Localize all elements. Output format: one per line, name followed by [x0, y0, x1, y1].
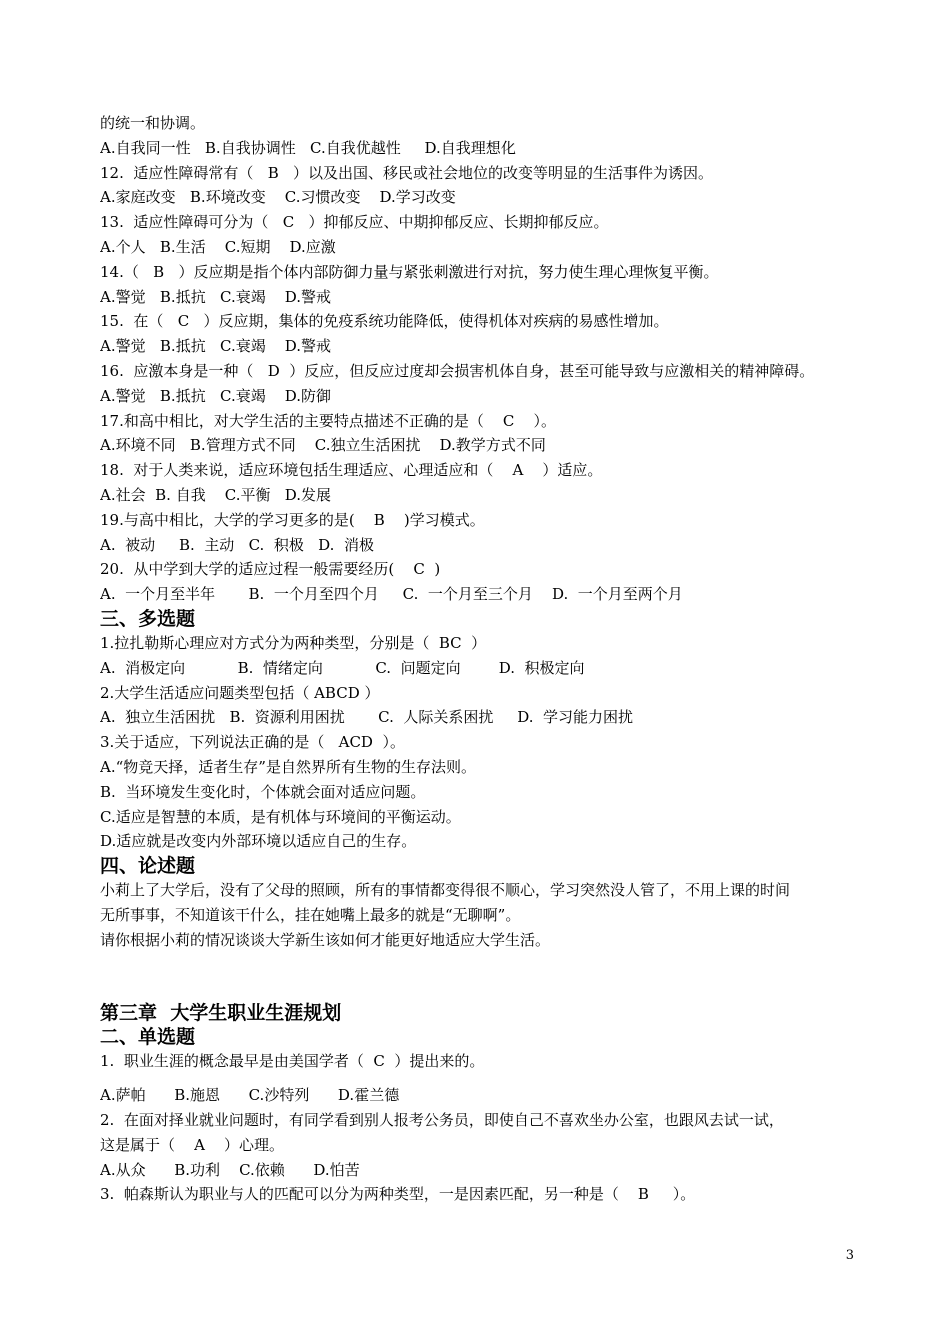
text-line: A.警觉 B.抵抗 C.衰竭 D.警戒 [100, 287, 332, 306]
text-line: B. 当环境发生变化时，个体就会面对适应问题。 [100, 782, 426, 801]
text-line: A.家庭改变 B.环境改变 C.习惯改变 D.学习改变 [100, 188, 456, 207]
text-line: 无所事事，不知道该干什么，挂在她嘴上最多的就是“无聊啊”。 [100, 905, 521, 924]
text-line: 这是属于（ A ）心理。 [100, 1135, 284, 1154]
text-line: 3. 帕森斯认为职业与人的匹配可以分为两种类型，一是因素匹配，另一种是（ B ）。 [100, 1185, 696, 1204]
blank-gap [100, 1073, 880, 1083]
document-page [100, 111, 880, 1207]
text-line: A.自我同一性 B.自我协调性 C.自我优越性 D.自我理想化 [100, 138, 516, 157]
text-line: A.环境不同 B.管理方式不同 C.独立生活困扰 D.教学方式不同 [100, 436, 546, 455]
section-heading: 二、单选题 [100, 1025, 196, 1048]
page-number: 3 [845, 1248, 854, 1263]
text-line: 14.（ B ）反应期是指个体内部防御力量与紧张刺激进行对抗，努力使生理心理恢复平衡。 [100, 262, 719, 281]
text-line: A. 独立生活困扰 B. 资源利用困扰 C. 人际关系困扰 D. 学习能力困扰 [100, 708, 634, 727]
text-line: 16. 应激本身是一种（ D ）反应，但反应过度却会损害机体自身，甚至可能导致与应激相关的精神障碍。 [100, 361, 815, 380]
text-line: A.警觉 B.抵抗 C.衰竭 D.警戒 [100, 337, 332, 356]
text-line: 15. 在（ C ）反应期，集体的免疫系统功能降低，使得机体对疾病的易感性增加。 [100, 312, 669, 331]
blank-line [100, 953, 880, 977]
text-line: 1. 职业生涯的概念最早是由美国学者（ C ）提出来的。 [100, 1051, 485, 1070]
text-line: A.警觉 B.抵抗 C.衰竭 D.防御 [100, 386, 332, 405]
text-line: 小莉上了大学后，没有了父母的照顾，所有的事情都变得很不顺心，学习突然没人管了，不用上课的时间 [100, 881, 791, 900]
text-line: 12. 适应性障碍常有（ B ）以及出国、移民或社会地位的改变等明显的生活事件为诱因。 [100, 163, 714, 182]
text-line: 18. 对于人类来说，适应环境包括生理适应、心理适应和（ A ）适应。 [100, 461, 603, 480]
text-line: A. 一个月至半年 B. 一个月至四个月 C. 一个月至三个月 D. 一个月至两个月 [100, 585, 683, 604]
text-line: 19.与高中相比，大学的学习更多的是( B )学习模式。 [100, 510, 485, 529]
section-heading: 第三章 大学生职业生涯规划 [100, 1001, 342, 1024]
text-line: 20. 从中学到大学的适应过程一般需要经历( C ) [100, 560, 441, 579]
section-heading: 三、多选题 [100, 607, 196, 630]
text-line: D.适应就是改变内外部环境以适应自己的生存。 [100, 832, 417, 851]
text-line: 请你根据小莉的情况谈谈大学新生该如何才能更好地适应大学生活。 [100, 930, 551, 949]
text-line: 3.关于适应，下列说法正确的是（ ACD ）。 [100, 733, 405, 752]
text-line: A. 消极定向 B. 情绪定向 C. 问题定向 D. 积极定向 [100, 658, 585, 677]
text-line: 17.和高中相比，对大学生活的主要特点描述不正确的是（ C ）。 [100, 411, 556, 430]
text-line: C.适应是智慧的本质，是有机体与环境间的平衡运动。 [100, 807, 461, 826]
text-line: A. 被动 B. 主动 C. 积极 D. 消极 [100, 535, 374, 554]
text-line: 13. 适应性障碍可分为（ C ）抑郁反应、中期抑郁反应、长期抑郁反应。 [100, 213, 609, 232]
blank-line [100, 977, 880, 1001]
text-line: A.从众 B.功利 C.依赖 D.怕苦 [100, 1160, 360, 1179]
text-line: 1.拉扎勒斯心理应对方式分为两种类型，分别是（ BC ） [100, 633, 487, 652]
section-heading: 四、论述题 [100, 855, 196, 878]
text-line: A.个人 B.生活 C.短期 D.应激 [100, 237, 336, 256]
text-line: A.社会 B. 自我 C.平衡 D.发展 [100, 485, 332, 504]
text-line: A.“物竞天择，适者生存”是自然界所有生物的生存法则。 [100, 757, 476, 776]
text-line: 2.大学生活适应问题类型包括（ ABCD ） [100, 683, 380, 702]
text-line: 的统一和协调。 [100, 114, 206, 132]
text-line: A.萨帕 B.施恩 C.沙特列 D.霍兰德 [100, 1086, 400, 1105]
text-line: 2. 在面对择业就业问题时，有同学看到别人报考公务员，即使自己不喜欢坐办公室，也跟风去试一试， [100, 1111, 784, 1130]
